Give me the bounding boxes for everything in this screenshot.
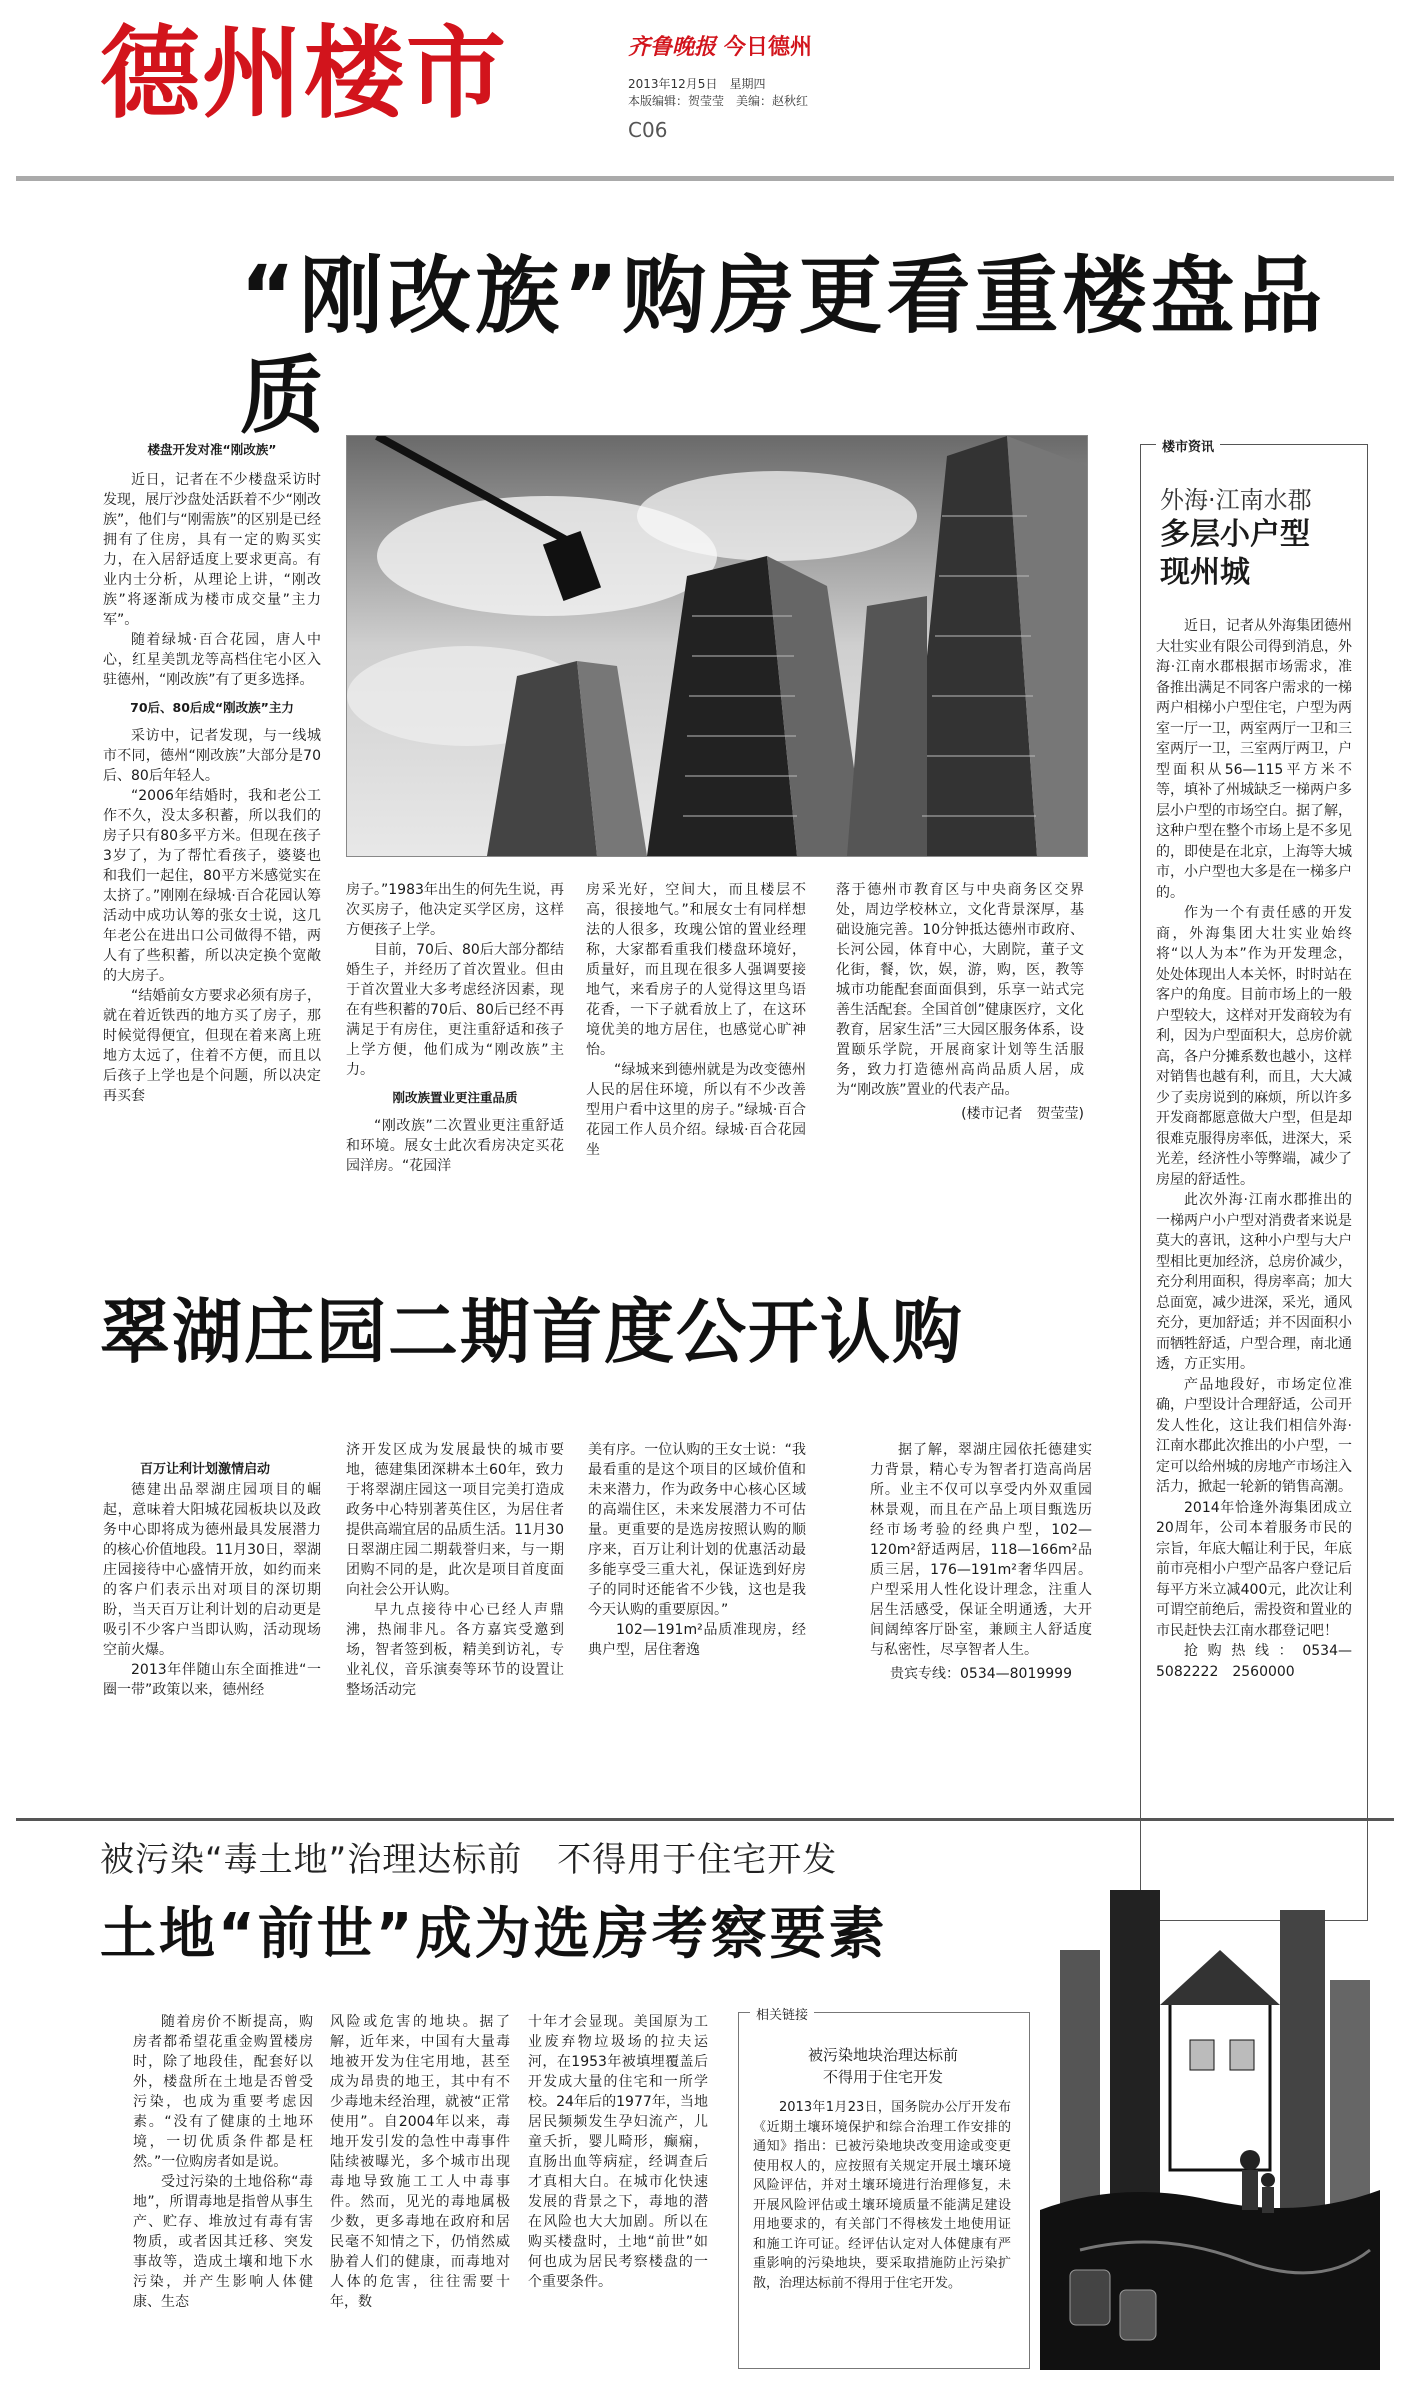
sidebar-p2: 作为一个有责任感的开发商，外海集团大壮实业始终将“以人为本”作为开发理念，处处体现出人本关怀，时时站在客户的角度。目前市场上的一般户型较大，这样对开发商较为有利，因为户型面积大，总房价就高，各户分摊系数也越小，这样对销售也越有利，而且，大大减少了卖房说到的麻烦，所以许多开发商都愿意做大户型，但是却很难克服得房率低，进深大，采光差，经济性小等弊端，减少了房屋的舒适性。 <box>1156 905 1352 1188</box>
article1-subhead1: 楼盘开发对准“刚改族” <box>147 442 277 457</box>
article1-col2 <box>346 880 564 1176</box>
article1-p4: “2006年结婚时，我和老公工作不久，没太多积蓄，所以我们的房子只有80多平方米。但现在孩子3岁了，为了帮忙看孩子，婆婆也和我们一起住，80平方米感觉实在太挤了。”刚刚在绿城·百合花园认筹活动中成功认筹的张女士说，这几年老公在进出口公司做得不错，两人有了些积蓄，所以决定换个宽敞的大房子。 <box>103 788 321 984</box>
article1-p9: 房采光好，空间大，而且楼层不高，很接地气。”和展女士有同样想法的人很多，玫瑰公馆的置业经理称，大家都看重我们楼盘环境好，质量好，而且现在很多人强调要接地气，来看房子的人觉得这里鸟语花香，一下子就看放上了，在这环境优美的地方居住，也感觉心旷神怡。 <box>586 882 806 1058</box>
article3-p1: 随着房价不断提高，购房者都希望花重金购置楼房时，除了地段佳，配套好以外，楼盘所在土地是否曾受污染，也成为重要考虑因素。“没有了健康的土地环境，一切优质条件都是枉然。”一位购房者如是说。 <box>133 2014 313 2170</box>
article1-p11: 落于德州市教育区与中央商务区交界处，周边学校林立，文化背景深厚，基础设施完善。10分钟抵达德州市政府、长河公园，体育中心，大剧院，董子文化街，餐，饮，娱，游，购，医，教等城市功能配套面面俱到，乐享一站式完善生活配套。全国首创”健康医疗，文化教育，居家生活”三大园区服务体系，设置颐乐学院，开展商家计划等生活服务，致力打造德州高尚品质人居，成为“刚改族”置业的代表产品。 <box>836 882 1084 1098</box>
article2-p3: 济开发区成为发展最快的城市要地，德建集团深耕本土60年，致力于将翠湖庄园这一项目完美打造成政务中心特别著英住区，为居住者提供高端宜居的品质生活。11月30日翠湖庄园二期载誉归来，与一期团购不同的是，此次是项目首度面向社会公开认购。 <box>346 1442 564 1598</box>
article2-col4 <box>870 1440 1092 1684</box>
article2-p6: 102—191m²品质准现房，经典户型，居住奢逸 <box>588 1622 806 1658</box>
masthead-rule <box>16 176 1394 181</box>
article2-p4: 早九点接待中心已经人声鼎沸，热闹非凡。各方嘉宾受邀到场，智者签到板，精美到访礼，专业礼仪，音乐演奏等环节的设置让整场活动完 <box>346 1602 564 1698</box>
related-title-line2: 不得用于住宅开发 <box>822 2068 943 2086</box>
article2-subhead: 百万让利计划激情启动 <box>140 1462 271 1477</box>
article1-byline: (楼市记者 贺莹莹) <box>961 1106 1084 1122</box>
related-body <box>753 2098 1011 2293</box>
related-title <box>740 2044 1026 2088</box>
building-photo-image <box>347 436 1087 856</box>
section-divider <box>16 1818 1394 1821</box>
article3-kicker: 被污染“毒土地”治理达标前 不得用于住宅开发 <box>100 1840 838 1880</box>
related-title-line1: 被污染地块治理达标前 <box>807 2046 958 2064</box>
article1-col1 <box>103 440 321 1106</box>
article1-p7: 目前，70后、80后大部分都结婚生子，并经历了首次置业。但由于首次置业大多考虑经济因素，现在有些积蓄的70后、80后已经不再满足于有房住，更注重舒适和孩子上学方便，他们成为“刚改族”主力。 <box>346 942 564 1078</box>
article2-p2: 2013年伴随山东全面推进“一圈一带”政策以来，德州经 <box>103 1662 321 1698</box>
article1-p10: “绿城来到德州就是为改变德州人民的居住环境，所以有不少改善型用户看中这里的房子。”绿城·百合花园工作人员介绍。绿城·百合花园坐 <box>586 1062 806 1158</box>
article2-col2 <box>346 1440 564 1700</box>
article1-subhead3: 刚改族置业更注重品质 <box>392 1090 518 1105</box>
article1-p1: 近日，记者在不少楼盘采访时发现，展厅沙盘处活跃着不少“刚改族”，他们与“刚需族”的区别是已经拥有了住房，具有一定的购买实力，在入居舒适度上要求更高。有业内士分析，从理论上讲，“刚改族”将逐渐成为楼市成交量”主力军”。 <box>103 472 321 628</box>
article1-p2: 随着绿城·百合花园，唐人中心，红星美凯龙等高档住宅小区入驻德州，“刚改族”有了更多选择。 <box>103 632 321 688</box>
article3-headline: 土地“前世”成为选房考察要素 <box>100 1902 888 1967</box>
building-photo <box>346 435 1088 857</box>
polluted-land-image <box>1040 1830 1380 2370</box>
article1-p8: “刚改族”二次置业更注重舒适和环境。展女士此次看房决定买花园洋房。“花园洋 <box>346 1118 564 1174</box>
sidebar-hotline: 抢购热线：0534—5082222 2560000 <box>1156 1643 1352 1680</box>
sidebar-kicker: 外海·江南水郡 <box>1160 486 1312 514</box>
paper-name: 齐鲁晚报 <box>628 35 717 60</box>
related-tag: 相关链接 <box>750 2004 814 2023</box>
article3-p3: 风险或危害的地块。据了解，近年来，中国有大量毒地被开发为住宅用地，甚至成为昂贵的地王，其中有不少毒地未经治理，就被“正常使用”。自2004年以来，毒地开发引发的急性中毒事件陆续被曝光，多个城市出现毒地导致施工工人中毒事件。然而，见光的毒地属极少数，更多毒地在政府和居民毫不知情之下，仍悄然威胁着人们的健康，而毒地对人体的危害，往往需要十年，数 <box>330 2014 510 2310</box>
sidebar-p5: 2014年恰逢外海集团成立20周年，公司本着服务市民的宗旨，年底大幅让利于民，年底前市亮相小户型产品客户登记后每平方米立减400元，此次让利可谓空前绝后，需投资和置业的市民赶快去江南水郡登记吧！ <box>1156 1499 1352 1639</box>
article2-headline: 翠湖庄园二期首度公开认购 <box>100 1291 964 1373</box>
sidebar-p4: 产品地段好，市场定位准确，户型设计合理舒适，公司开发人性化，这让我们相信外海·江南水郡此次推出的小户型，一定可以给州城的房地产市场注入活力，掀起一轮新的销售高潮。 <box>1156 1376 1352 1495</box>
date-line: 2013年12月5日 星期四 <box>628 77 766 91</box>
article1-p3: 采访中，记者发现，与一线城市不同，德州“刚改族”大部分是70后、80后年轻人。 <box>103 728 321 784</box>
polluted-land-illustration <box>1040 1830 1380 2370</box>
article3-p2: 受过污染的土地俗称“毒地”，所谓毒地是指曾从事生产、贮存、堆放过有毒有害物质，或者因其迁移、突发事故等，造成土壤和地下水污染，并产生影响人体健康、生态 <box>133 2174 313 2310</box>
sidebar-title-line1: 多层小户型 <box>1160 517 1310 552</box>
article1-col4 <box>836 880 1084 1124</box>
article1-p6: 房子。”1983年出生的何先生说，再次买房子，他决定买学区房，这样方便孩子上学。 <box>346 882 564 938</box>
sidebar-title <box>1160 516 1310 592</box>
article2-hotline: 贵宾专线：0534—8019999 <box>890 1666 1072 1682</box>
sidebar-body <box>1156 616 1352 1682</box>
paper-edition: 今日德州 <box>724 35 813 60</box>
article3-col2 <box>330 2012 510 2312</box>
article3-p4: 十年才会显现。美国原为工业废弃物垃圾场的拉夫运河，在1953年被填埋覆盖后开发成大量的住宅和一所学校。24年后的1977年，当地居民频频发生孕妇流产，儿童夭折，婴儿畸形，癫痫，直肠出血等病症，经调查后才真相大白。在城市化快速发展的背景之下，毒地的潜在风险也大大加剧。所以在购买楼盘时，土地“前世”如何也成为居民考察楼盘的一个重要条件。 <box>528 2014 708 2290</box>
editor-line: 本版编辑：贺莹莹 美编：赵秋红 <box>628 94 809 108</box>
article2-p1: 德建出品翠湖庄园项目的崛起，意味着大阳城花园板块以及政务中心即将成为德州最具发展潜力的核心价值地段。11月30日，翠湖庄园接待中心盛情开放，如约而来的客户们表示出对项目的深切期盼，当天百万让利计划的启动更是吸引不少客户当即认购，活动现场空前火爆。 <box>103 1482 321 1658</box>
sidebar-title-line2: 现州城 <box>1160 555 1250 590</box>
article1-p5: “结婚前女方要求必须有房子，就在着近铁西的地方买了房子，那时候觉得便宜，但现在着来离上班地方太远了，住着不方便，而且以后孩子上学也是个问题，所以决定再买套 <box>103 988 321 1104</box>
article3-col3 <box>528 2012 708 2292</box>
related-p: 2013年1月23日，国务院办公厅开发布《近期土壤环境保护和综合治理工作安排的通知》指出：已被污染地块改变用途或变更使用权人的，应按照有关规定开展土壤环境风险评估，并对土壤环境进行治理修复，未开展风险评估或土壤环境质量不能满足建设用地要求的，有关部门不得核发土地使用证和施工许可证。经评估认定对人体健康有严重影响的污染地块，要采取措施防止污染扩散，治理达标前不得用于住宅开发。 <box>753 2100 1011 2291</box>
page-number: C06 <box>628 118 668 142</box>
masthead-title: 德州楼市 <box>100 15 508 132</box>
article1-headline: “刚改族”购房更看重楼盘品质 <box>240 247 1327 445</box>
article2-p7: 据了解，翠湖庄园依托德建实力背景，精心专为智者打造高尚居所。业主不仅可以享受内外双重园林景观，而且在产品上项目甄选历经市场考验的经典户型，102—120m²舒适两居，118—166m²品质三居，176—191m²奢华四居。户型采用人性化设计理念，注重人居生活感受，保证全明通透，大开间阔绰客厅卧室，兼顾主人舒适度与私密性，尽享智者人生。 <box>870 1442 1092 1658</box>
sidebar-tag: 楼市资讯 <box>1156 436 1220 455</box>
paper-brand <box>628 30 812 61</box>
article2-p5: 美有序。一位认购的王女士说：“我最看重的是这个项目的区域价值和未来潜力，作为政务中心核心区域的高端住区，未来发展潜力不可估量。更重要的是选房按照认购的顺序来，百万让利计划的优惠活动最多能享受三重大礼，保证选到好房子的同时还能省不少钱，这也是我今天认购的重要原因。” <box>588 1442 806 1618</box>
article3-col1 <box>133 2012 313 2312</box>
article2-col3 <box>588 1440 806 1660</box>
sidebar-p3: 此次外海·江南水郡推出的一梯两户小户型对消费者来说是莫大的喜讯，这种小户型与大户型相比更加经济，总房价减少，充分利用面积，得房率高；加大总面宽，减少进深，采光，通风充分，更加舒适；并不因面积小而牺牲舒适，户型合理，南北通透，方正实用。 <box>1156 1192 1352 1372</box>
article2-col1 <box>103 1480 321 1700</box>
article1-col3 <box>586 880 806 1160</box>
sidebar-p1: 近日，记者从外海集团德州大壮实业有限公司得到消息，外海·江南水郡根据市场需求，准备推出满足不同客户需求的一梯两户相梯小户型住宅，户型为两室一厅一卫，两室两厅一卫和三室两厅一卫，三室两厅两卫，户型面积从56—115平方米不等，填补了州城缺乏一梯两户多层小户型的市场空白。据了解，这种户型在整个市场上是不多见的，即使是在北京，上海等大城市，小户型也大多是在一梯多户的。 <box>1156 618 1352 901</box>
article1-subhead2: 70后、80后成“刚改族”主力 <box>130 700 294 715</box>
